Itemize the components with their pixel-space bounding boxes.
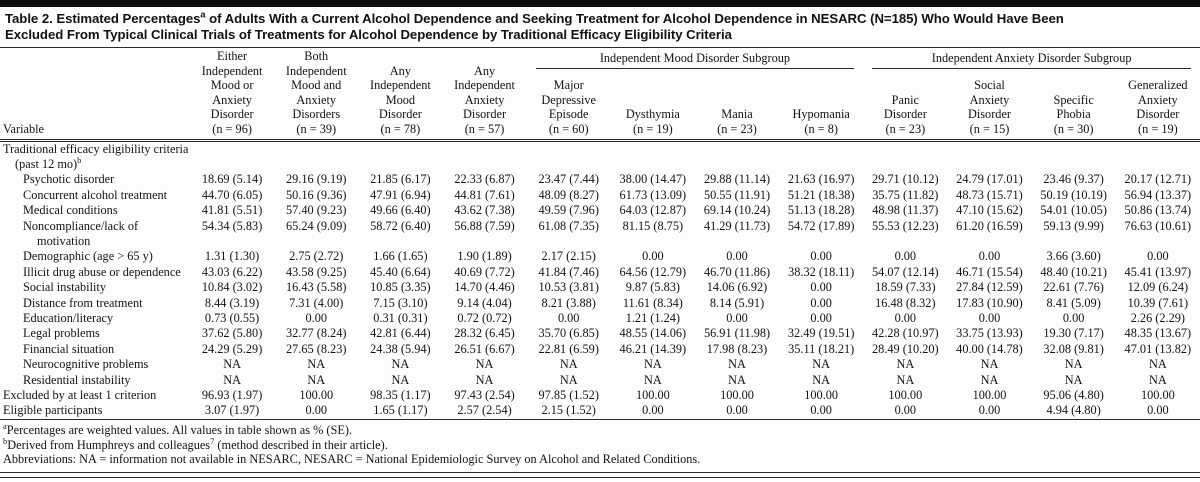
value-cell: 8.21 (3.88) xyxy=(541,295,596,310)
column-header-main-3: Any Independent Anxiety Disorder (n = 57) xyxy=(442,48,526,140)
value-cell: 56.88 (7.59) xyxy=(454,218,515,233)
value-cell xyxy=(779,140,863,172)
value-cell: 64.03 (12.87) xyxy=(619,203,687,218)
value-cell: 61.20 (16.59) xyxy=(956,218,1023,233)
value-cell: 47.91 (6.94) xyxy=(370,187,431,202)
value-cell: 29.16 (9.19) xyxy=(286,172,347,187)
value-cell: 0.00 xyxy=(894,311,917,326)
row-label-line: Social instability xyxy=(23,280,106,295)
value-cell xyxy=(611,140,695,172)
value-cell: 54.07 (12.14) xyxy=(872,264,939,279)
value-cell: NA xyxy=(307,372,326,387)
value-cell: 1.90 (1.89) xyxy=(457,249,512,264)
bottom-rule xyxy=(0,472,1200,478)
value-cell: 14.70 (4.46) xyxy=(454,280,515,295)
column-header-sub-0-2: Mania (n = 23) xyxy=(695,71,779,140)
value-cell: 0.00 xyxy=(642,249,664,264)
table-row xyxy=(0,280,1200,295)
value-cell: NA xyxy=(559,357,578,372)
column-group-1 xyxy=(863,48,1200,71)
value-cell: 32.49 (19.51) xyxy=(787,326,855,341)
value-cell: 48.35 (13.67) xyxy=(1124,326,1192,341)
value-cell: 12.09 (6.24) xyxy=(1127,280,1189,295)
value-cell: 59.13 (9.99) xyxy=(1043,218,1104,233)
value-cell: 64.56 (12.79) xyxy=(619,264,687,279)
group-label-0: Independent Mood Disorder Subgroup xyxy=(536,51,855,69)
value-cell: 27.65 (8.23) xyxy=(286,341,347,356)
value-cell: 0.00 xyxy=(978,403,1001,418)
value-cell: 16.43 (5.58) xyxy=(286,280,347,295)
column-header-sub-1-3: Generalized Anxiety Disorder (n = 19) xyxy=(1116,71,1200,140)
value-cell: 0.00 xyxy=(810,280,832,295)
value-cell: 58.72 (6.40) xyxy=(370,218,431,233)
value-cell: 18.59 (7.33) xyxy=(875,280,936,295)
value-cell: 0.00 xyxy=(642,403,664,418)
value-cell: 38.32 (18.11) xyxy=(788,264,855,279)
value-cell: 0.00 xyxy=(1147,403,1169,418)
value-cell: 50.16 (9.36) xyxy=(286,187,347,202)
row-label-line: (past 12 mo)$^b$ xyxy=(15,154,82,171)
value-cell: NA xyxy=(643,357,662,372)
table-row xyxy=(0,403,1200,418)
value-cell: 61.73 (13.09) xyxy=(619,187,687,202)
value-cell: 48.73 (15.71) xyxy=(956,187,1023,202)
value-cell: 22.33 (6.87) xyxy=(454,172,515,187)
value-cell: 97.85 (1.52) xyxy=(538,388,599,403)
row-label-line: Eligible participants xyxy=(3,403,103,418)
value-cell: NA xyxy=(643,372,662,387)
value-cell: NA xyxy=(391,372,410,387)
value-cell: 0.00 xyxy=(1062,311,1085,326)
value-cell: 100.00 xyxy=(804,388,839,403)
value-cell xyxy=(695,140,779,172)
row-label-line: Legal problems xyxy=(23,326,100,341)
value-cell: 51.21 (18.38) xyxy=(787,187,855,202)
row-label xyxy=(0,388,190,403)
value-cell: 17.98 (8.23) xyxy=(706,341,768,356)
value-cell: 100.00 xyxy=(1140,388,1175,403)
value-cell: 54.72 (17.89) xyxy=(787,218,855,233)
row-label xyxy=(0,203,190,218)
table-row xyxy=(0,357,1200,372)
value-cell: 8.14 (5.91) xyxy=(709,295,765,310)
value-cell: 22.81 (6.59) xyxy=(538,341,599,356)
header-row-top xyxy=(0,48,1200,71)
value-cell: 49.66 (6.40) xyxy=(370,203,431,218)
row-label-line: Financial situation xyxy=(23,341,115,356)
value-cell: 11.61 (8.34) xyxy=(622,295,683,310)
value-cell: 69.14 (10.24) xyxy=(703,203,771,218)
value-cell: 47.01 (13.82) xyxy=(1124,341,1192,356)
value-cell: 24.29 (5.29) xyxy=(201,341,263,356)
value-cell: 33.75 (13.93) xyxy=(956,326,1023,341)
row-label xyxy=(0,342,190,357)
value-cell: 4.94 (4.80) xyxy=(1046,403,1101,418)
value-cell: NA xyxy=(391,357,410,372)
row-label-line: Demographic (age > 65 y) xyxy=(23,249,153,264)
column-header-sub-0-1: Dysthymia (n = 19) xyxy=(611,71,695,140)
row-label-line: Education/literacy xyxy=(23,311,114,326)
value-cell: 41.29 (11.73) xyxy=(703,218,771,233)
value-cell xyxy=(190,140,274,172)
row-label xyxy=(0,219,190,250)
row-label-line: Traditional efficacy eligibility criteria xyxy=(3,141,189,156)
value-cell: 49.59 (7.96) xyxy=(538,203,599,218)
value-cell: 44.70 (6.05) xyxy=(201,187,263,202)
value-cell: 0.00 xyxy=(305,403,327,418)
value-cell xyxy=(527,140,611,172)
table-row xyxy=(0,326,1200,341)
value-cell: 48.09 (8.27) xyxy=(538,187,599,202)
value-cell: 42.28 (10.97) xyxy=(872,326,939,341)
value-cell: 48.55 (14.06) xyxy=(619,326,687,341)
value-cell: NA xyxy=(980,372,999,387)
value-cell: 3.07 (1.97) xyxy=(204,403,260,418)
value-cell: 23.47 (7.44) xyxy=(538,172,599,187)
value-cell: 7.15 (3.10) xyxy=(373,295,428,310)
row-label xyxy=(0,357,190,372)
value-cell: 1.31 (1.30) xyxy=(204,249,260,264)
value-cell: 1.66 (1.65) xyxy=(373,249,428,264)
row-label xyxy=(0,140,190,172)
value-cell: 76.63 (10.61) xyxy=(1124,218,1192,233)
value-cell: 21.63 (16.97) xyxy=(787,172,855,187)
value-cell: 2.26 (2.29) xyxy=(1130,311,1186,326)
table-row xyxy=(0,188,1200,203)
footnotes xyxy=(0,419,1200,471)
column-header-main-0: Either Independent Mood or Anxiety Disorder (n = 96) xyxy=(190,48,274,140)
row-label xyxy=(0,311,190,326)
table-row xyxy=(0,342,1200,357)
value-cell: 37.62 (5.80) xyxy=(201,326,263,341)
value-cell: NA xyxy=(1148,372,1167,387)
value-cell: 23.46 (9.37) xyxy=(1043,172,1104,187)
column-header-variable: Variable xyxy=(0,48,190,140)
value-cell: NA xyxy=(475,372,494,387)
value-cell: 28.32 (6.45) xyxy=(454,326,515,341)
value-cell: 20.17 (12.71) xyxy=(1124,172,1192,187)
value-cell: 10.84 (3.02) xyxy=(201,280,263,295)
table-header xyxy=(0,48,1200,140)
row-label-line: Concurrent alcohol treatment xyxy=(23,187,168,202)
row-label-line: Excluded by at least 1 criterion xyxy=(3,388,157,403)
value-cell: 51.13 (18.28) xyxy=(787,203,855,218)
value-cell: 65.24 (9.09) xyxy=(286,218,347,233)
value-cell: 9.14 (4.04) xyxy=(457,295,512,310)
value-cell: 16.48 (8.32) xyxy=(875,295,936,310)
value-cell: 0.00 xyxy=(1147,249,1169,264)
value-cell: 14.06 (6.92) xyxy=(706,280,768,295)
table-title: Table 2. Estimated Percentages$^a$ of Adults With a Current Alcohol Dependence and Seeking Treatment for Alcohol Dependence in NESARC (N=185) Who Would Have Been Excluded From Typical Clinical Trials of Treatments for Alcohol Dependence by Traditional Efficacy Eligibility Criteria xyxy=(0,7,1200,48)
value-cell: 24.38 (5.94) xyxy=(370,341,431,356)
value-cell: 19.30 (7.17) xyxy=(1043,326,1104,341)
value-cell: NA xyxy=(223,357,241,372)
column-header-main-2: Any Independent Mood Disorder (n = 78) xyxy=(358,48,442,140)
table-row xyxy=(0,296,1200,311)
value-cell: NA xyxy=(223,372,241,387)
row-label-line: Medical conditions xyxy=(23,203,118,218)
value-cell: NA xyxy=(980,357,999,372)
row-label xyxy=(0,280,190,295)
value-cell: 18.69 (5.14) xyxy=(201,172,263,187)
data-table xyxy=(0,48,1200,419)
table-row xyxy=(0,140,1200,172)
value-cell: 42.81 (6.44) xyxy=(370,326,431,341)
value-cell: 2.57 (2.54) xyxy=(457,403,512,418)
row-label xyxy=(0,373,190,388)
value-cell: 26.51 (6.67) xyxy=(454,341,515,356)
value-cell: 24.79 (17.01) xyxy=(956,172,1023,187)
value-cell: 32.77 (8.24) xyxy=(286,326,347,341)
value-cell: 100.00 xyxy=(972,388,1007,403)
table-row xyxy=(0,388,1200,403)
value-cell: 96.93 (1.97) xyxy=(201,388,263,403)
value-cell: 10.53 (3.81) xyxy=(538,280,599,295)
value-cell: 0.00 xyxy=(894,403,917,418)
value-cell: 41.81 (5.51) xyxy=(201,203,263,218)
table-row xyxy=(0,172,1200,187)
value-cell: 2.75 (2.72) xyxy=(289,249,344,264)
value-cell: 1.21 (1.24) xyxy=(625,311,681,326)
column-header-sub-1-2: Specific Phobia (n = 30) xyxy=(1032,71,1116,140)
value-cell: 43.62 (7.38) xyxy=(454,203,515,218)
value-cell: NA xyxy=(307,357,326,372)
value-cell xyxy=(442,140,526,172)
value-cell: 54.34 (5.83) xyxy=(201,218,263,233)
value-cell: 32.08 (9.81) xyxy=(1043,341,1104,356)
top-rule xyxy=(0,0,1200,7)
value-cell: 35.11 (18.21) xyxy=(788,341,855,356)
value-cell: 0.00 xyxy=(305,311,327,326)
value-cell: 43.58 (9.25) xyxy=(286,264,347,279)
value-cell: NA xyxy=(812,357,831,372)
value-cell: 46.70 (11.86) xyxy=(703,264,771,279)
value-cell: 0.00 xyxy=(726,403,748,418)
column-header-main-1: Both Independent Mood and Anxiety Disorders (n = 39) xyxy=(274,48,358,140)
value-cell: NA xyxy=(475,357,494,372)
table-row xyxy=(0,265,1200,280)
footnote-0: $^a$Percentages are weighted values. All values in table shown as % (SE). xyxy=(3,420,353,437)
value-cell: 40.69 (7.72) xyxy=(454,264,515,279)
table-row xyxy=(0,219,1200,250)
row-label-line: motivation xyxy=(37,234,91,248)
table-row xyxy=(0,373,1200,388)
value-cell: NA xyxy=(728,357,746,372)
value-cell: 61.08 (7.35) xyxy=(538,218,599,233)
row-label xyxy=(0,172,190,187)
value-cell: 0.00 xyxy=(810,311,832,326)
value-cell: 8.41 (5.09) xyxy=(1046,295,1101,310)
row-label xyxy=(0,326,190,341)
value-cell: NA xyxy=(728,372,746,387)
value-cell: 2.15 (1.52) xyxy=(541,403,596,418)
column-header-sub-1-0: Panic Disorder (n = 23) xyxy=(863,71,947,140)
value-cell: 97.43 (2.54) xyxy=(454,388,515,403)
value-cell: 47.10 (15.62) xyxy=(956,203,1023,218)
value-cell: 29.71 (10.12) xyxy=(872,172,939,187)
row-label xyxy=(0,296,190,311)
value-cell: 41.84 (7.46) xyxy=(538,264,599,279)
value-cell xyxy=(1032,140,1116,172)
value-cell xyxy=(358,140,442,172)
value-cell: 0.00 xyxy=(557,311,580,326)
row-label xyxy=(0,249,190,264)
value-cell: 7.31 (4.00) xyxy=(289,295,344,310)
value-cell: 0.00 xyxy=(810,249,832,264)
value-cell: 48.40 (10.21) xyxy=(1040,264,1107,279)
row-label-line: Psychotic disorder xyxy=(23,172,115,187)
value-cell: 0.00 xyxy=(978,311,1001,326)
value-cell: 8.44 (3.19) xyxy=(204,295,260,310)
row-label-line: Distance from treatment xyxy=(23,295,143,310)
value-cell xyxy=(863,140,947,172)
value-cell: 28.49 (10.20) xyxy=(872,341,939,356)
value-cell: 29.88 (11.14) xyxy=(703,172,771,187)
value-cell: 3.66 (3.60) xyxy=(1046,249,1101,264)
value-cell: 50.86 (13.74) xyxy=(1124,203,1192,218)
value-cell: 81.15 (8.75) xyxy=(622,218,684,233)
value-cell: 46.71 (15.54) xyxy=(956,264,1023,279)
value-cell: 44.81 (7.61) xyxy=(454,187,515,202)
value-cell: 100.00 xyxy=(299,388,334,403)
value-cell xyxy=(1116,140,1200,172)
value-cell xyxy=(274,140,358,172)
value-cell: NA xyxy=(896,357,915,372)
table-row xyxy=(0,311,1200,326)
row-label xyxy=(0,403,190,418)
value-cell: 27.84 (12.59) xyxy=(956,280,1023,295)
footnote-1: $^b$Derived from Humphreys and colleagues$^7$ (method described in their article). xyxy=(3,435,388,452)
value-cell: NA xyxy=(559,372,578,387)
value-cell: 9.87 (5.83) xyxy=(625,280,681,295)
value-cell: 50.55 (11.91) xyxy=(703,187,771,202)
value-cell: 0.31 (0.31) xyxy=(373,311,428,326)
value-cell: 2.17 (2.15) xyxy=(541,249,596,264)
value-cell: 10.39 (7.61) xyxy=(1127,295,1189,310)
value-cell: 100.00 xyxy=(635,388,670,403)
value-cell: 38.00 (14.47) xyxy=(619,172,687,187)
value-cell: NA xyxy=(896,372,915,387)
row-label-line: Neurocognitive problems xyxy=(23,357,149,372)
value-cell: 46.21 (14.39) xyxy=(619,341,687,356)
value-cell xyxy=(947,140,1031,172)
value-cell: 0.72 (0.72) xyxy=(457,311,512,326)
table-row xyxy=(0,249,1200,264)
value-cell: NA xyxy=(812,372,831,387)
value-cell: 35.75 (11.82) xyxy=(872,187,939,202)
column-header-sub-1-1: Social Anxiety Disorder (n = 15) xyxy=(947,71,1031,140)
value-cell: 22.61 (7.76) xyxy=(1043,280,1104,295)
value-cell: 0.73 (0.55) xyxy=(204,311,260,326)
value-cell: 50.19 (10.19) xyxy=(1040,187,1107,202)
column-header-sub-0-3: Hypomania (n = 8) xyxy=(779,71,863,140)
table-body xyxy=(0,140,1200,419)
row-label-line: Illicit drug abuse or dependence xyxy=(23,264,181,279)
value-cell: 35.70 (6.85) xyxy=(538,326,599,341)
value-cell: 54.01 (10.05) xyxy=(1040,203,1107,218)
value-cell: 56.91 (11.98) xyxy=(703,326,771,341)
table-row xyxy=(0,203,1200,218)
row-label-line: Noncompliance/lack of xyxy=(23,218,139,233)
value-cell: 100.00 xyxy=(720,388,754,403)
value-cell: 57.40 (9.23) xyxy=(286,203,347,218)
value-cell: 95.06 (4.80) xyxy=(1043,388,1104,403)
value-cell: NA xyxy=(1064,357,1083,372)
group-label-1: Independent Anxiety Disorder Subgroup xyxy=(872,51,1191,69)
value-cell: 0.00 xyxy=(894,249,917,264)
footnote-2: Abbreviations: NA = information not available in NESARC, NESARC = National Epidemiologic Survey on Alcohol and Related Conditions. xyxy=(3,452,701,467)
value-cell: 40.00 (14.78) xyxy=(956,341,1023,356)
value-cell: NA xyxy=(1148,357,1167,372)
row-label-line: Residential instability xyxy=(23,372,131,387)
value-cell: 0.00 xyxy=(810,403,832,418)
column-header-sub-0-0: Major Depressive Episode (n = 60) xyxy=(527,71,611,140)
value-cell: 48.98 (11.37) xyxy=(872,203,939,218)
column-group-0 xyxy=(527,48,864,71)
value-cell: NA xyxy=(1064,372,1083,387)
value-cell: 98.35 (1.17) xyxy=(370,388,431,403)
row-label xyxy=(0,188,190,203)
value-cell: 45.40 (6.64) xyxy=(370,264,431,279)
value-cell: 17.83 (10.90) xyxy=(956,295,1023,310)
value-cell: 55.53 (12.23) xyxy=(872,218,939,233)
value-cell: 0.00 xyxy=(810,295,832,310)
value-cell: 21.85 (6.17) xyxy=(370,172,431,187)
row-label xyxy=(0,265,190,280)
value-cell: 0.00 xyxy=(726,249,748,264)
value-cell: 43.03 (6.22) xyxy=(201,264,263,279)
value-cell: 56.94 (13.37) xyxy=(1124,187,1192,202)
value-cell: 100.00 xyxy=(888,388,923,403)
value-cell: 1.65 (1.17) xyxy=(373,403,428,418)
value-cell: 10.85 (3.35) xyxy=(370,280,431,295)
value-cell: 0.00 xyxy=(978,249,1001,264)
value-cell: 45.41 (13.97) xyxy=(1124,264,1192,279)
value-cell: 0.00 xyxy=(726,311,748,326)
